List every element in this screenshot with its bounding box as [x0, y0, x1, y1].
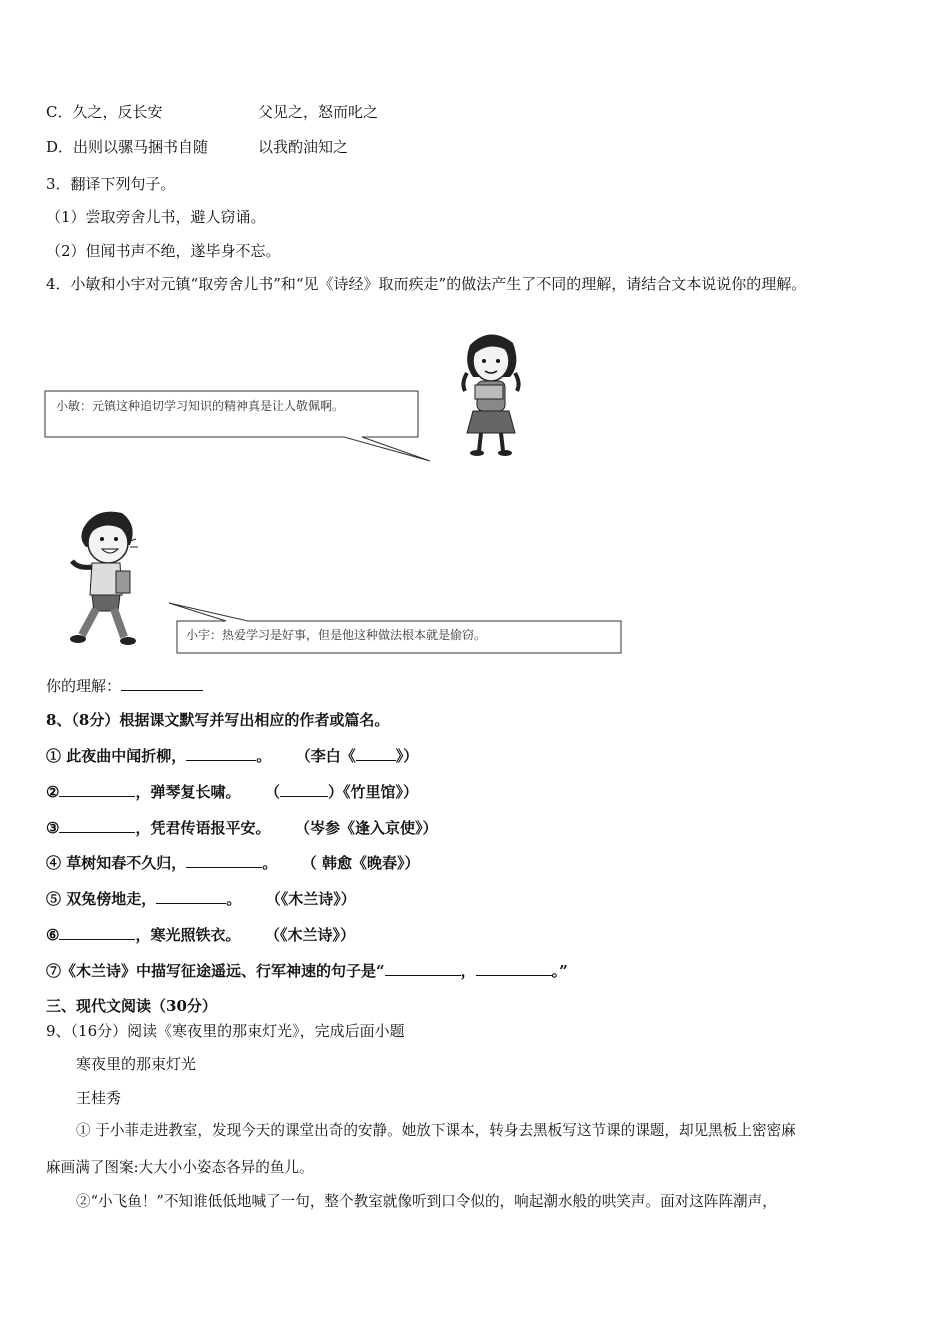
girl-illustration — [455, 325, 525, 460]
q8-l7-blank-2[interactable] — [476, 975, 552, 976]
q8-l4-text: ④ 草树知春不久归， — [46, 854, 187, 872]
q8-l3-blank[interactable] — [59, 832, 135, 833]
q3-sentence-2: （2）但闻书声不绝，遂毕身不忘。 — [46, 242, 281, 260]
article-title: 寒夜里的那束灯光 — [76, 1055, 197, 1073]
q8-l4-source: （ 韩愈《晚春》） — [309, 854, 420, 872]
q8-l3-source: （岑参《逢入京使》） — [302, 819, 438, 837]
q8-l5-source: （《木兰诗》） — [273, 890, 356, 908]
q8-title: 8、（8分）根据课文默写并写出相应的作者或篇名。 — [46, 711, 390, 729]
q8-l2-source: ）《竹里馆》） — [327, 783, 418, 801]
q8-l6-text: ，寒光照铁衣。 — [135, 926, 241, 944]
q8-l1-title-blank[interactable] — [356, 760, 396, 761]
q8-l7-blank-1[interactable] — [385, 975, 461, 976]
q8-l1-end: 。 — [256, 747, 272, 765]
q8-l1-source-end: 》） — [395, 747, 419, 765]
q8-line-1 — [46, 746, 418, 766]
q8-l6-source: （《木兰诗》） — [272, 926, 355, 944]
q8-l3-text: ，凭君传语报平安。 — [135, 819, 271, 837]
boy-illustration — [66, 505, 144, 650]
section-3-title: 三、现代文阅读（30分） — [46, 997, 217, 1015]
q8-line-4 — [46, 853, 419, 873]
article-paragraph-1a: ① 于小菲走进教室，发现今天的课堂出奇的安静。她放下课本，转身去黑板写这节课的课题，却见黑板上密密麻 — [76, 1122, 796, 1139]
q4-title: 4．小敏和小宇对元镇“取旁舍儿书”和“见《诗经》取而疾走”的做法产生了不同的理解，请结合文本说说你的理解。 — [46, 275, 807, 293]
q8-l1-blank[interactable] — [186, 760, 256, 761]
q8-l3-num: ③ — [46, 819, 60, 837]
q9-title: 9、（16分）阅读《寒夜里的那束灯光》，完成后面小题 — [46, 1022, 405, 1040]
q8-l4-end: 。 — [262, 854, 278, 872]
answer-label: 你的理解： — [46, 677, 122, 695]
q3-sentence-1: （1）尝取旁舍儿书，避人窃诵。 — [46, 208, 266, 226]
q8-line-2 — [46, 782, 418, 802]
q8-l2-text: ，弹琴复长啸。 — [135, 783, 241, 801]
q8-l1-text: ① 此夜曲中闻折柳， — [46, 747, 187, 765]
q8-l2-source-open: （ — [272, 783, 280, 801]
q8-l2-author-blank[interactable] — [280, 796, 328, 797]
q8-l4-blank[interactable] — [186, 867, 262, 868]
q8-l5-blank[interactable] — [156, 903, 226, 904]
option-c: C．久之，反长安 — [46, 103, 163, 121]
xiaoyu-speech: 小宇：热爱学习是好事，但是他这种做法根本就是偷窃。 — [186, 628, 487, 642]
option-c-right: 父见之，怒而叱之 — [258, 103, 379, 121]
q8-l6-num: ⑥ — [46, 926, 60, 944]
q8-line-3 — [46, 818, 437, 838]
q8-line-5 — [46, 889, 356, 909]
q8-line-7 — [46, 961, 568, 981]
q8-l1-source: （李白《 — [303, 747, 356, 765]
article-paragraph-1b: 麻画满了图案:大大小小姿态各异的鱼儿。 — [46, 1159, 314, 1176]
answer-line — [46, 676, 203, 696]
q8-l5-end: 。 — [226, 890, 242, 908]
q8-line-6 — [46, 925, 355, 945]
article-author: 王桂秀 — [76, 1089, 122, 1107]
q8-l7-end: 。” — [551, 962, 568, 980]
q3-title: 3．翻译下列句子。 — [46, 175, 176, 193]
q8-l5-text: ⑤ 双兔傍地走， — [46, 890, 157, 908]
answer-blank[interactable] — [121, 690, 203, 691]
q8-l2-blank[interactable] — [59, 796, 135, 797]
option-d-right: 以我酌油知之 — [258, 138, 349, 156]
option-d: D．出则以骡马捆书自随 — [46, 138, 209, 156]
q8-l7-comma: ， — [460, 962, 476, 980]
q8-l6-blank[interactable] — [59, 939, 135, 940]
article-paragraph-2: ②“小飞鱼！”不知谁低低地喊了一句，整个教室就像听到口令似的，响起潮水般的哄笑声。面对这阵阵潮声， — [76, 1193, 777, 1210]
xiaomin-speech: 小敏：元镇这种追切学习知识的精神真是让人敬佩啊。 — [56, 399, 345, 413]
q8-l7-text: ⑦《木兰诗》中描写征途遥远、行军神速的句子是“ — [46, 962, 385, 980]
q8-l2-num: ② — [46, 783, 60, 801]
